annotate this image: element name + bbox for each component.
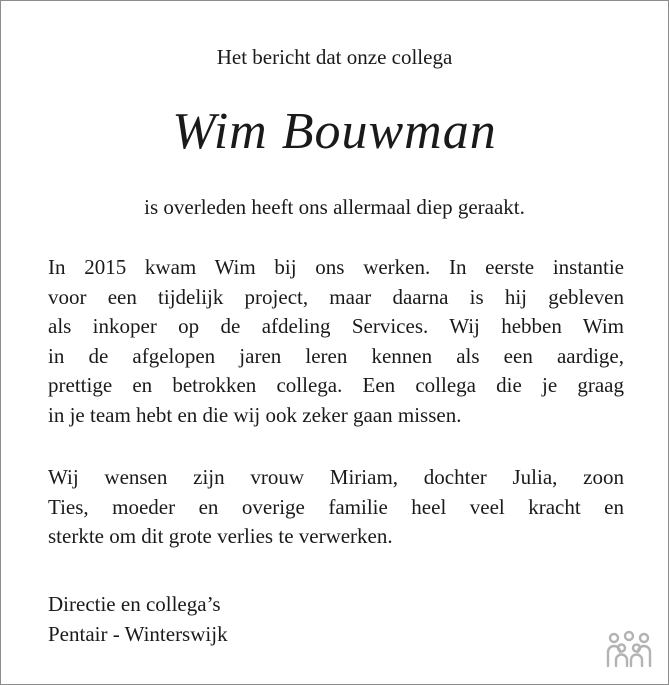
paragraph-line: voor een tijdelijk project, maar daarna is hij gebleven <box>48 284 624 309</box>
paragraph-line: Wij wensen zijn vrouw Miriam, dochter Julia, zoon <box>48 465 624 489</box>
people-group-icon <box>604 630 654 670</box>
paragraph-career <box>48 253 624 430</box>
paragraph-line: In 2015 kwam Wim bij ons werken. In eerste instantie <box>48 255 624 279</box>
paragraph-line: als inkoper op de afdeling Services. Wij hebben Wim <box>48 314 624 338</box>
subline-text: is overleden heeft ons allermaal diep geraakt. <box>144 195 525 219</box>
signature-line: Pentair - Winterswijk <box>48 621 228 646</box>
signature <box>48 590 228 649</box>
deceased-name: Wim Bouwman <box>172 103 497 160</box>
paragraph-line: prettige en betrokken collega. Een collega die je graag <box>48 373 624 397</box>
paragraph-line: sterkte om dit grote verlies te verwerken. <box>48 524 393 548</box>
paragraph-condolences <box>48 463 624 552</box>
intro-text: Het bericht dat onze collega <box>216 45 453 69</box>
paragraph-line: in de afgelopen jaren leren kennen als een aardige, <box>48 343 624 368</box>
paragraph-line: in je team hebt en die wij ook zeker gaan missen. <box>48 402 462 427</box>
signature-line: Directie en collega’s <box>48 592 221 616</box>
paragraph-line: Ties, moeder en overige familie heel veel kracht en <box>48 494 624 519</box>
